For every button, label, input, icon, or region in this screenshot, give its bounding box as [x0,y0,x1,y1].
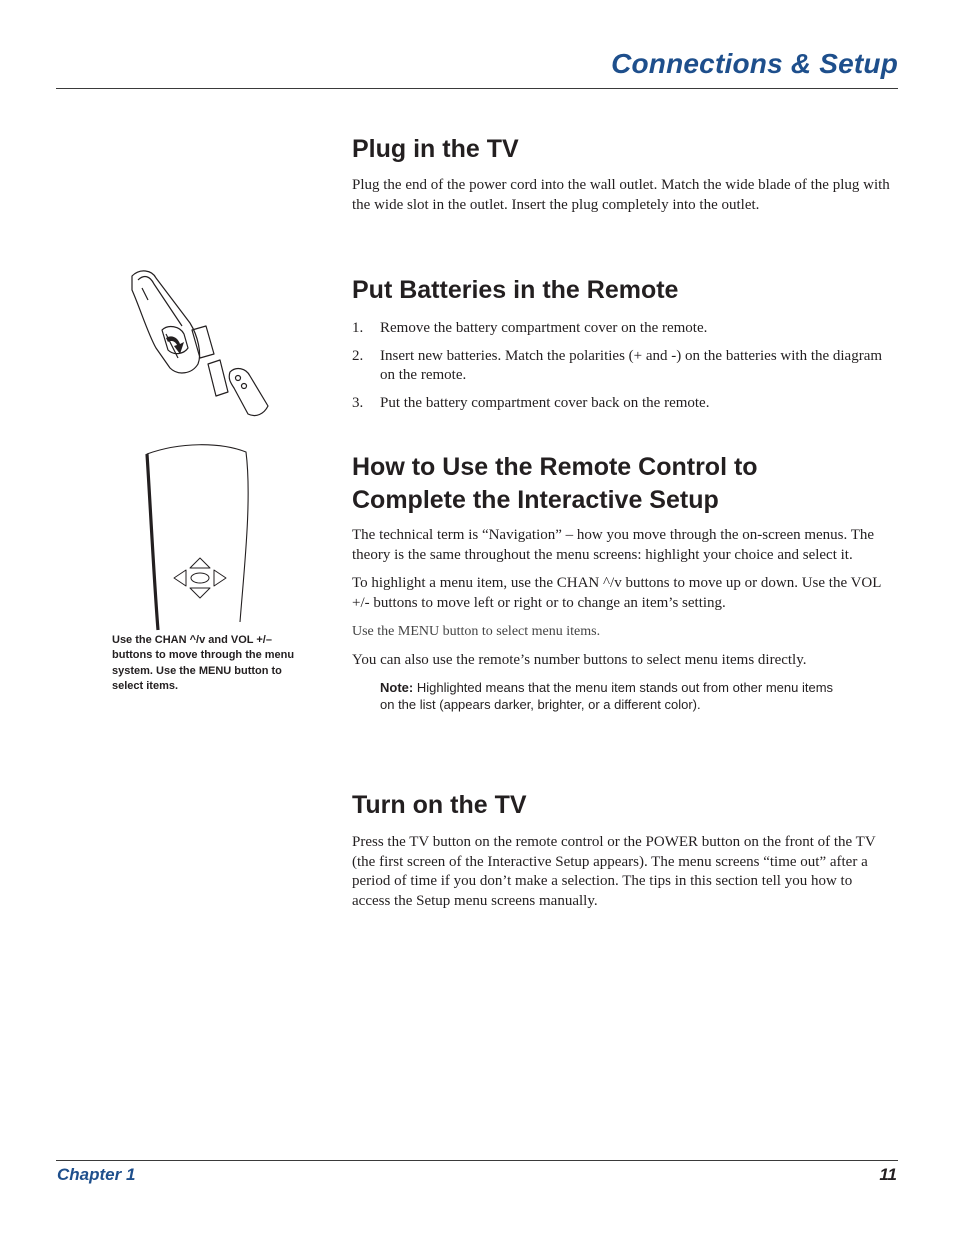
list-item: 1. Remove the battery compartment cover on the remote. [352,320,708,336]
note-text: Highlighted means that the menu item stands out from other menu items on the list (appears darker, brighter, or a different color). [380,680,834,712]
footer-rule [56,1160,898,1161]
remote-figure-caption: Use the CHAN ^/v and VOL +/– buttons to move through the menu system. Use the MENU button to select items. [112,634,295,692]
list-item: 2. Insert new batteries. Match the polarities (+ and -) on the batteries with the diagram on the remote. [352,348,883,383]
heading-remote-control-line1: How to Use the Remote Control to [352,453,758,481]
turn-on-paragraph: Press the TV button on the remote control or the POWER button on the front of the TV (the first screen of the Interactive Setup appears). The menu screens “time out” after a period of time if you don’t make a selection. The tips in this section tell you how to access the Setup menu screens manually. [352,834,876,909]
battery-steps-list [352,319,900,413]
header-rule [56,88,898,89]
section-remote-navigation [352,451,900,713]
note-label: Note: [380,680,414,695]
list-item: 3. Put the battery compartment cover back on the remote. [352,395,710,411]
heading-plug-in-tv: Plug in the TV [352,135,519,163]
menu-paragraph: Use the MENU button to select menu items. [352,624,601,639]
section-batteries [352,274,900,422]
plug-in-paragraph: Plug the end of the power cord into the wall outlet. Match the wide blade of the plug with the wide slot in the outlet. Insert the plug completely into the outlet. [352,177,890,213]
navigation-paragraph: The technical term is “Navigation” – how you move through the on-screen menus. The theory is the same throughout the menu screens: highlight your choice and select it. [352,527,875,563]
page-header-title: Connections & Setup [611,48,898,79]
remote-control-illustration [140,440,256,632]
battery-illustration [126,268,284,420]
heading-put-batteries: Put Batteries in the Remote [352,276,679,304]
heading-turn-on-tv: Turn on the TV [352,791,527,819]
heading-remote-control-line2: Complete the Interactive Setup [352,486,719,514]
section-turn-on [352,789,900,911]
highlight-paragraph: To highlight a menu item, use the CHAN ^/v buttons to move up or down. Use the VOL +/- buttons to move left or right or to change an item’s setting. [352,575,881,611]
number-buttons-paragraph: You can also use the remote’s number buttons to select menu items directly. [352,651,807,668]
footer-chapter: Chapter 1 [57,1165,136,1184]
highlight-note [380,679,840,713]
section-plug-in [352,133,900,215]
page-number: 11 [879,1165,897,1184]
